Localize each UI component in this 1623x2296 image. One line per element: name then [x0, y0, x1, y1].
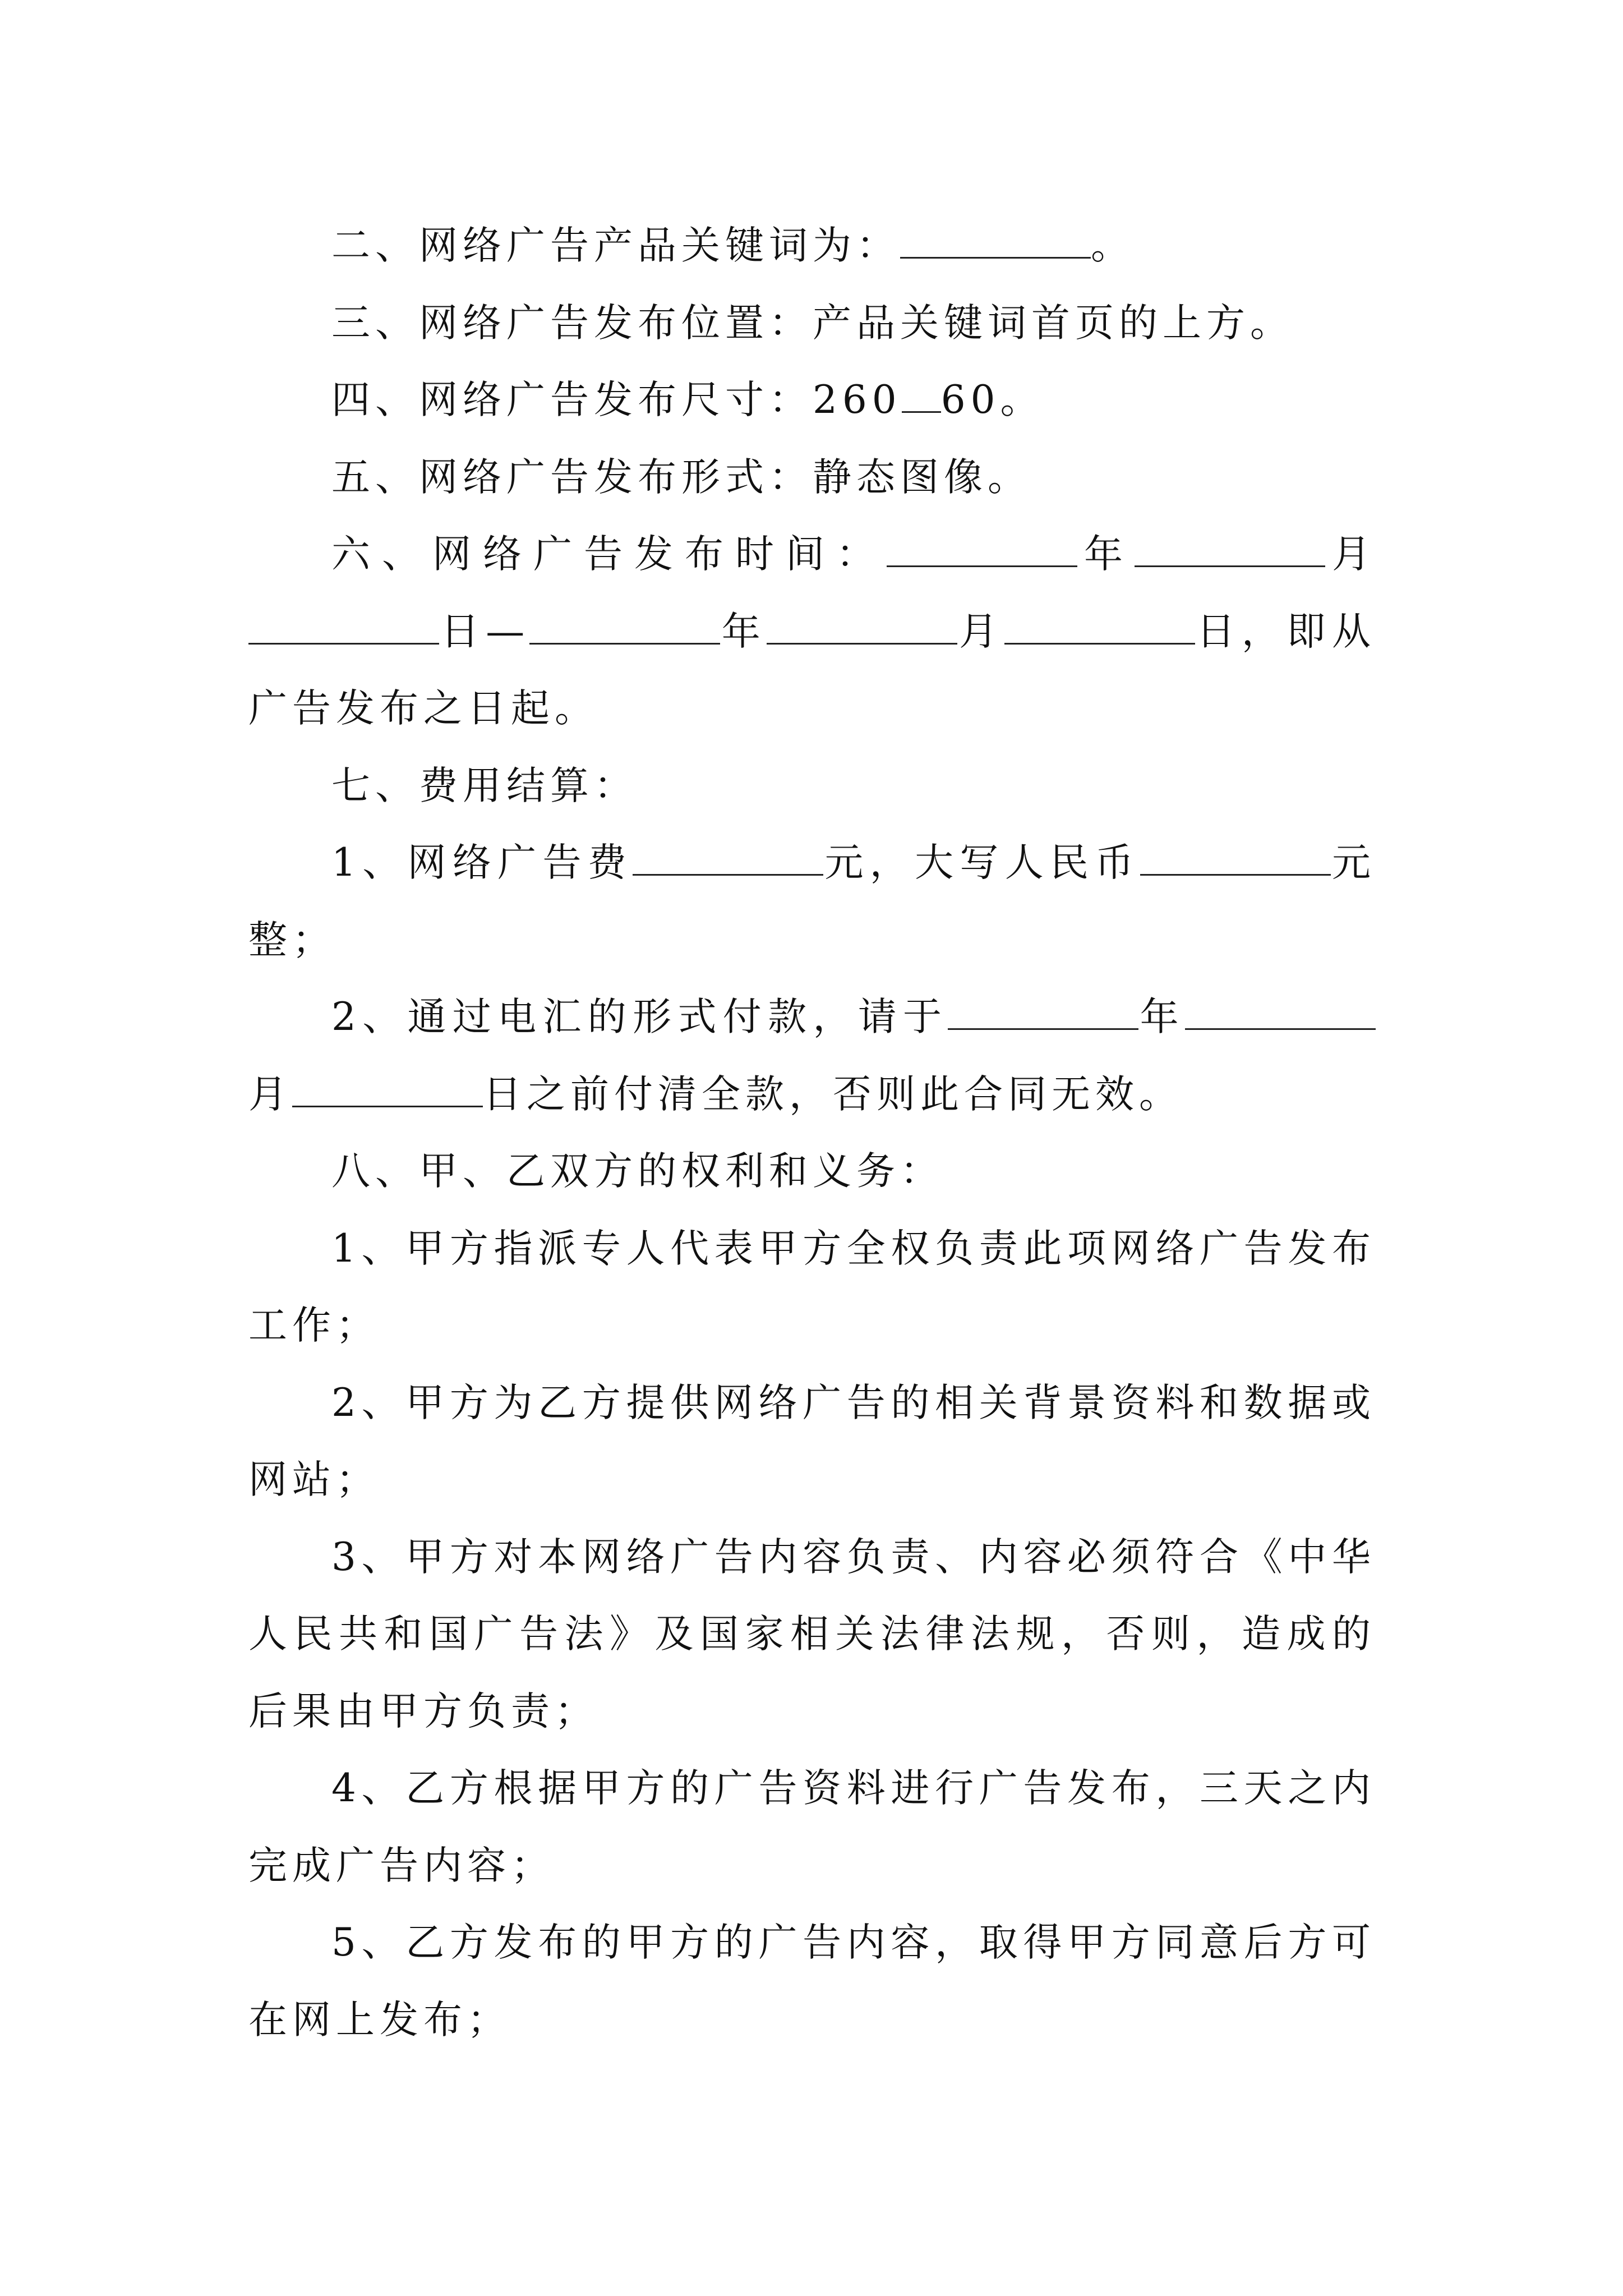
fee-capital-blank: [1140, 839, 1331, 876]
start-year-blank: [887, 531, 1077, 567]
clause-6: 六、网络广告发布时间： 年 月日— 年 月 日，即从广告发布之日起。: [248, 532, 1376, 731]
clause-2: 二、网络广告产品关键词为： 。: [331, 223, 1135, 268]
clause-7-1: 1、网络广告费 元，大写人民币 元整；: [248, 840, 1376, 963]
clause-8-1: 1、甲方指派专人代表甲方全权负责此项网络广告发布工作；: [248, 1226, 1376, 1348]
clause-8-5: 5、乙方发布的甲方的广告内容，取得甲方同意后方可在网上发布；: [248, 1920, 1376, 2042]
end-month-blank: [767, 608, 957, 645]
end-day-blank: [1004, 608, 1195, 645]
fee-amount-blank: [633, 839, 823, 876]
size-blank: [902, 376, 941, 413]
clause-7-2: 2、通过电汇的形式付款，请于 年月 日之前付清全款，否则此合同无效。: [248, 979, 1376, 1133]
pay-month-blank: [1185, 993, 1376, 1030]
clause-5: 五、网络广告发布形式：静态图像。: [331, 454, 1031, 500]
pay-day-blank: [292, 1071, 483, 1107]
start-month-blank: [1135, 531, 1325, 567]
pay-year-blank: [948, 993, 1138, 1030]
start-day-blank: [248, 608, 439, 645]
clause-8-3: 3、甲方对本网络广告内容负责、内容必须符合《中华人民共和国广告法》及国家相关法律法规，否则，造成的后果由甲方负责；: [248, 1534, 1376, 1734]
clause-4: 四、网络广告发布尺寸：260 60。: [331, 378, 1044, 422]
keyword-blank: [900, 222, 1091, 259]
clause-3: 三、网络广告发布位置：产品关键词首页的上方。: [331, 300, 1294, 346]
clause-7: 七、费用结算：: [331, 763, 638, 808]
clause-8-4: 4、乙方根据甲方的广告资料进行广告发布，三天之内完成广告内容；: [248, 1766, 1376, 1888]
end-year-blank: [529, 608, 720, 645]
contract-body: [248, 208, 1376, 2059]
clause-8: 八、甲、乙双方的权利和义务：: [331, 1149, 944, 1194]
clause-8-2: 2、甲方为乙方提供网络广告的相关背景资料和数据或网站；: [248, 1380, 1376, 1502]
clause-2-text: 二、网络广告产品关键词为：: [331, 223, 900, 268]
